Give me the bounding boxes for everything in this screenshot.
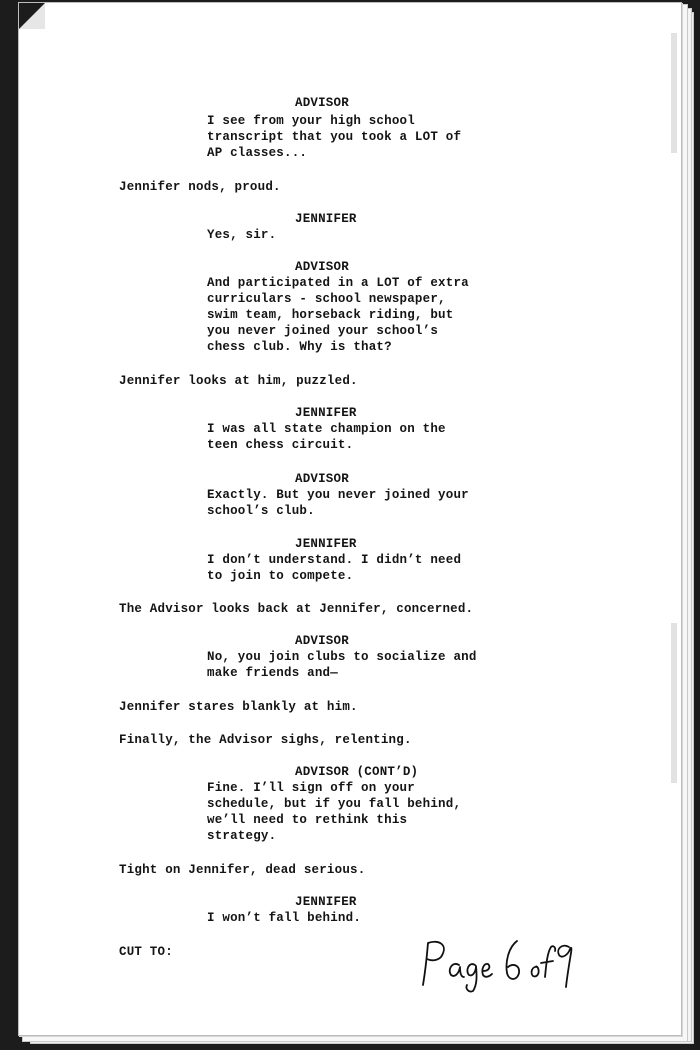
dialogue-line: Exactly. But you never joined your: [207, 488, 469, 502]
dialogue-line: transcript that you took a LOT of: [207, 130, 462, 144]
character-cue: JENNIFER: [295, 406, 357, 420]
dialogue-line: I don’t understand. I didn’t need: [207, 553, 462, 567]
character-cue: ADVISOR: [295, 260, 349, 274]
dialogue-line: to join to compete.: [207, 569, 354, 583]
dialogue-line: curriculars - school newspaper,: [207, 292, 446, 306]
dialogue-line: I see from your high school: [207, 114, 415, 128]
character-cue: JENNIFER: [295, 537, 357, 551]
action-line: Tight on Jennifer, dead serious.: [119, 863, 366, 877]
dialogue-line: No, you join clubs to socialize and: [207, 650, 477, 664]
dialogue-line: schedule, but if you fall behind,: [207, 797, 462, 811]
dialogue-line: Fine. I’ll sign off on your: [207, 781, 415, 795]
transition-line: CUT TO:: [119, 945, 173, 959]
character-cue: ADVISOR: [295, 634, 349, 648]
character-cue: ADVISOR (CONT’D): [295, 765, 419, 779]
dialogue-line: make friends and—: [207, 666, 338, 680]
character-cue: JENNIFER: [295, 895, 357, 909]
dialogue-line: teen chess circuit.: [207, 438, 354, 452]
action-line: The Advisor looks back at Jennifer, concerned.: [119, 602, 474, 616]
dialogue-line: you never joined your school’s: [207, 324, 439, 338]
action-line: Finally, the Advisor sighs, relenting.: [119, 733, 412, 747]
dialogue-line: I was all state champion on the: [207, 422, 446, 436]
dialogue-line: strategy.: [207, 829, 277, 843]
dialogue-line: AP classes...: [207, 146, 308, 160]
character-cue: ADVISOR: [295, 472, 349, 486]
dialogue-line: Yes, sir.: [207, 228, 277, 242]
dialogue-line: I won’t fall behind.: [207, 911, 362, 925]
handwritten-page-number: [419, 933, 579, 993]
edge-wear: [671, 623, 677, 783]
action-line: Jennifer looks at him, puzzled.: [119, 374, 358, 388]
edge-wear: [671, 33, 677, 153]
character-cue: ADVISOR: [295, 96, 349, 110]
character-cue: JENNIFER: [295, 212, 357, 226]
action-line: Jennifer nods, proud.: [119, 180, 281, 194]
script-page: [18, 2, 682, 1036]
action-line: Jennifer stares blankly at him.: [119, 700, 358, 714]
dialogue-line: school’s club.: [207, 504, 315, 518]
dialogue-line: chess club. Why is that?: [207, 340, 392, 354]
dialogue-line: we’ll need to rethink this: [207, 813, 408, 827]
dialogue-line: And participated in a LOT of extra: [207, 276, 469, 290]
dialogue-line: swim team, horseback riding, but: [207, 308, 454, 322]
corner-fold: [19, 3, 45, 29]
